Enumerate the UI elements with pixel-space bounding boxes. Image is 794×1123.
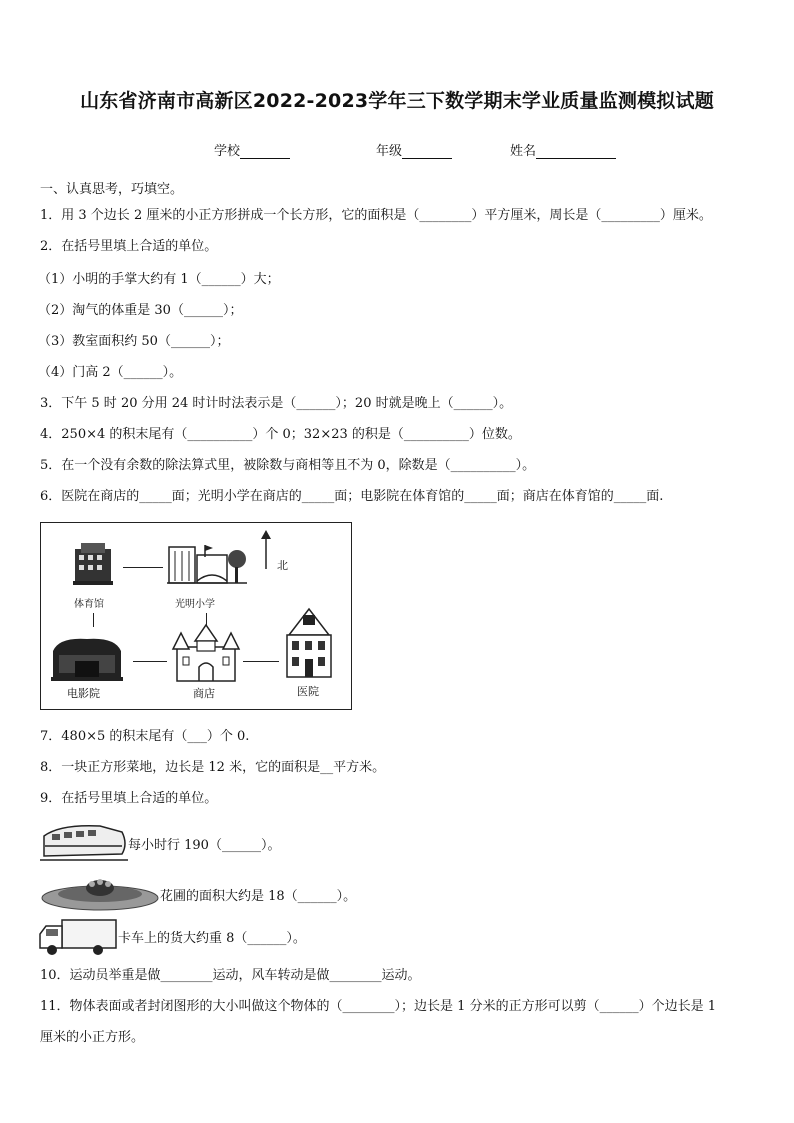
school-field bbox=[214, 140, 290, 159]
grade-label: 年级 bbox=[376, 144, 403, 159]
shop-castle-icon bbox=[171, 623, 241, 683]
question-2-4: （4）门高 2（______）。 bbox=[38, 365, 183, 380]
question-6: 6．医院在商店的_____面；光明小学在商店的_____面；电影院在体育馆的_____面；商店在体育馆的_____面. bbox=[40, 489, 664, 504]
question-11-line-2: 厘米的小正方形。 bbox=[40, 1030, 145, 1045]
question-3: 3．下午 5 时 20 分用 24 时计时法表示是（______）；20 时就是晚上（______）。 bbox=[40, 396, 513, 411]
question-10: 10．运动员举重是做________运动，风车转动是做________运动。 bbox=[40, 968, 421, 983]
flower-bed-icon bbox=[40, 876, 160, 912]
section-heading: 一、认真思考，巧填空。 bbox=[40, 182, 184, 197]
gym-label: 体育馆 bbox=[74, 599, 104, 610]
question-9-2: 花圃的面积大约是 18（______）。 bbox=[160, 889, 357, 904]
question-9-3: 卡车上的货大约重 8（______）。 bbox=[118, 931, 306, 946]
question-2: 2．在括号里填上合适的单位。 bbox=[40, 239, 218, 254]
hospital-label: 医院 bbox=[297, 685, 319, 698]
cinema-building-icon bbox=[49, 631, 125, 683]
train-icon bbox=[40, 822, 128, 864]
question-8: 8．一块正方形菜地，边长是 12 米，它的面积是__平方米。 bbox=[40, 760, 386, 775]
question-9: 9．在括号里填上合适的单位。 bbox=[40, 791, 218, 806]
grade-blank[interactable] bbox=[402, 144, 452, 159]
school-label: 光明小学 bbox=[175, 599, 215, 610]
question-2-3: （3）教室面积约 50（______）； bbox=[38, 334, 230, 349]
north-label: 北 bbox=[277, 559, 288, 572]
question-1: 1．用 3 个边长 2 厘米的小正方形拼成一个长方形，它的面积是（________）平方厘米，周长是（_________）厘米。 bbox=[40, 208, 712, 223]
gym-building-icon bbox=[71, 539, 115, 587]
grade-field bbox=[376, 140, 452, 159]
school-blank[interactable] bbox=[240, 144, 290, 159]
question-5: 5．在一个没有余数的除法算式里，被除数与商相等且不为 0，除数是（__________）。 bbox=[40, 458, 536, 473]
north-arrow-icon bbox=[259, 529, 273, 569]
shop-label: 商店 bbox=[193, 687, 215, 700]
page-title: 山东省济南市高新区2022-2023学年三下数学期末学业质量监测模拟试题 bbox=[80, 90, 714, 112]
direction-map-figure bbox=[40, 522, 352, 710]
question-2-2: （2）淘气的体重是 30（______）； bbox=[38, 303, 243, 318]
truck-icon bbox=[38, 918, 118, 958]
name-field bbox=[510, 140, 616, 159]
name-blank[interactable] bbox=[536, 144, 616, 159]
question-2-1: （1）小明的手掌大约有 1（______）大； bbox=[38, 272, 280, 287]
question-4: 4．250×4 的积末尾有（__________）个 0；32×23 的积是（__________）位数。 bbox=[40, 427, 521, 442]
name-label: 姓名 bbox=[510, 144, 537, 159]
hospital-building-icon bbox=[281, 605, 337, 681]
school-building-icon bbox=[167, 541, 247, 587]
cinema-shop-connector bbox=[133, 661, 167, 662]
gym-cinema-connector bbox=[93, 613, 94, 627]
gym-school-connector bbox=[123, 567, 163, 568]
school-label: 学校 bbox=[214, 144, 241, 159]
shop-hospital-connector bbox=[243, 661, 279, 662]
question-7: 7．480×5 的积末尾有（___）个 0. bbox=[40, 729, 250, 744]
cinema-label: 电影院 bbox=[67, 687, 100, 700]
question-11-line-1: 11．物体表面或者封闭图形的大小叫做这个物体的（________）；边长是 1 分米的正方形可以剪（______）个边长是 1 bbox=[40, 999, 716, 1014]
question-9-1: 每小时行 190（______）。 bbox=[128, 838, 281, 853]
